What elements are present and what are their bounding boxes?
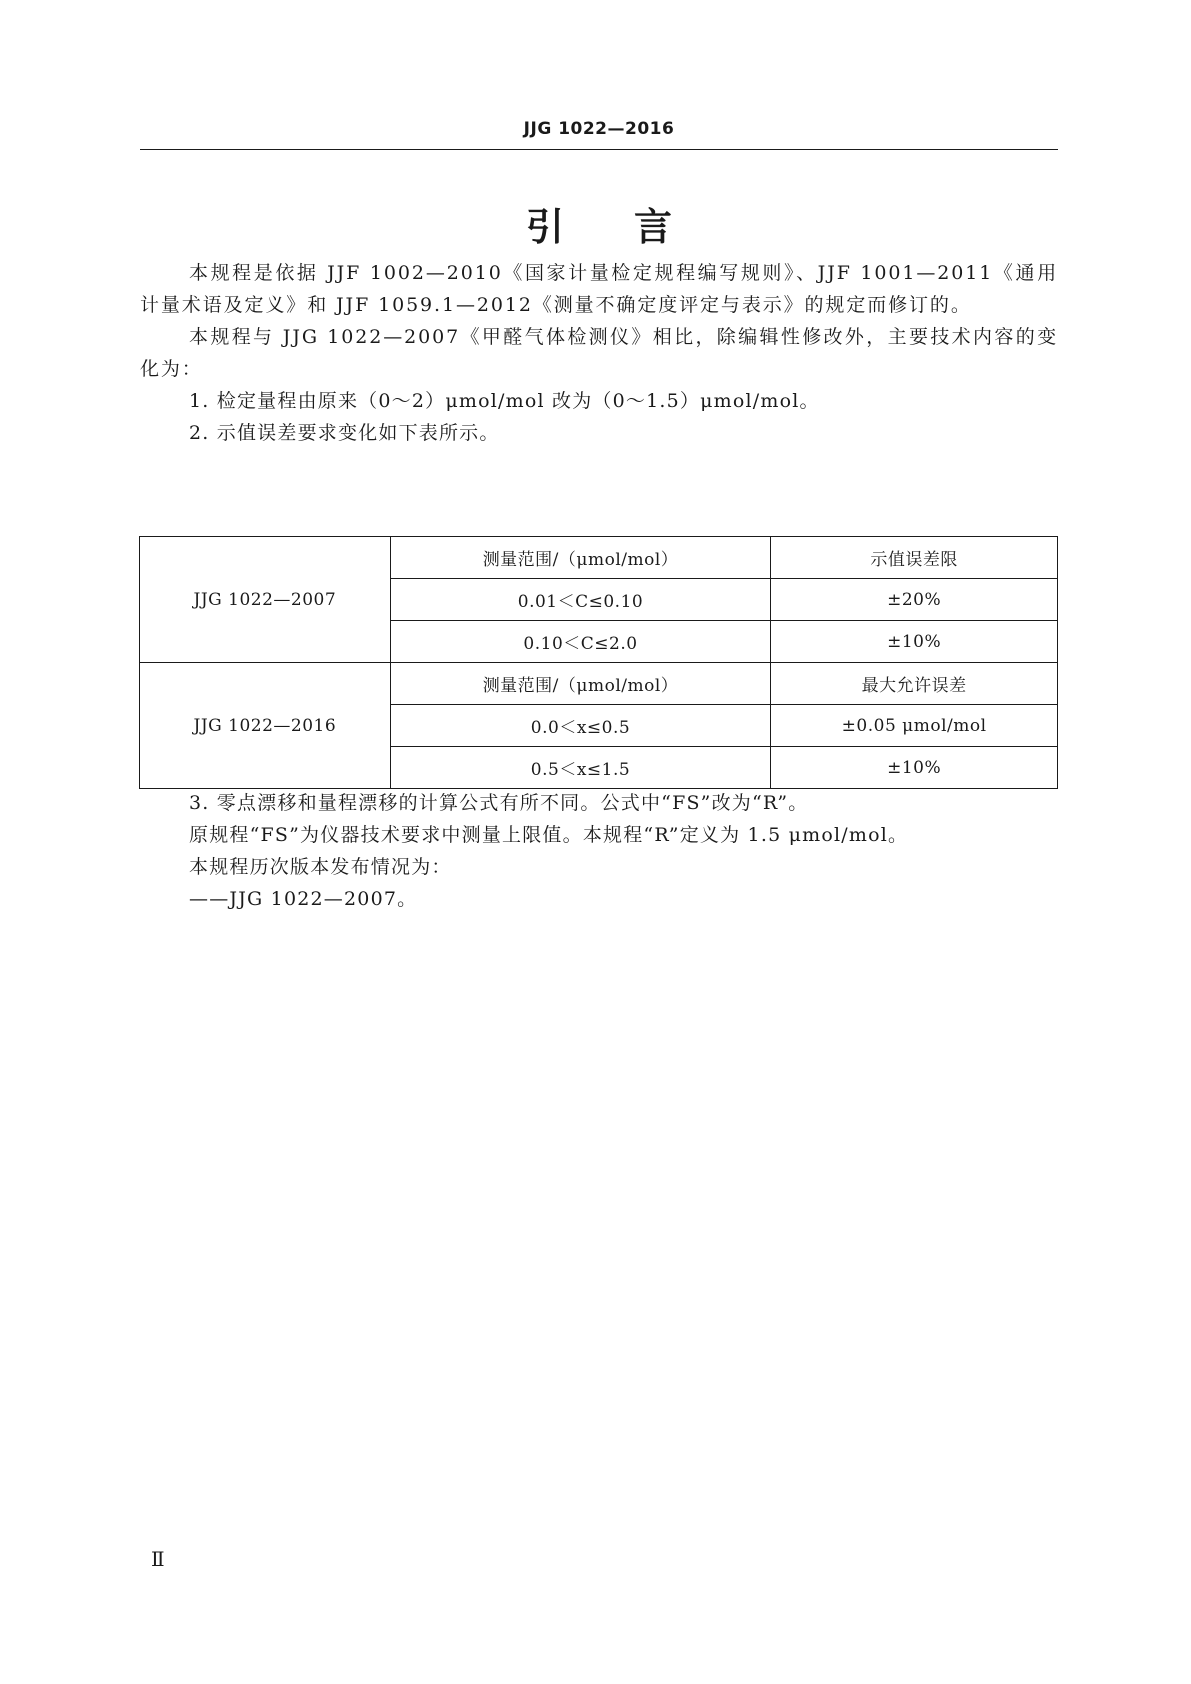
header-divider [140, 149, 1058, 150]
range-cell: 0.10＜C≤2.0 [390, 621, 770, 663]
table-row [140, 663, 1058, 705]
history-item: ——JJG 1022—2007。 [189, 888, 418, 910]
change-item-3: 3. 零点漂移和量程漂移的计算公式有所不同。公式中“FS”改为“R”。 [189, 792, 809, 814]
limit-cell: ±0.05 μmol/mol [771, 705, 1058, 747]
range-cell: 0.01＜C≤0.10 [390, 579, 770, 621]
range-cell: 0.5＜x≤1.5 [390, 747, 770, 789]
limit-header-cell: 示值误差限 [771, 537, 1058, 579]
range-header-cell: 测量范围/（μmol/mol） [390, 663, 770, 705]
closing-block [140, 787, 1058, 915]
change-item-3-detail: 原规程“FS”为仪器技术要求中测量上限值。本规程“R”定义为 1.5 μmol/mol。 [189, 824, 909, 846]
table-row [140, 537, 1058, 579]
limit-header-cell: 最大允许误差 [771, 663, 1058, 705]
change-item-1: 1. 检定量程由原来（0～2）μmol/mol 改为（0～1.5）μmol/mol。 [189, 390, 820, 412]
change-item-2: 2. 示值误差要求变化如下表所示。 [189, 422, 500, 444]
paragraph-compare: 本规程与 JJG 1022—2007《甲醛气体检测仪》相比，除编辑性修改外，主要技术内容的变化为： [140, 326, 1058, 380]
paragraph-basis: 本规程是依据 JJF 1002—2010《国家计量检定规程编写规则》、JJF 1001—2011《通用计量术语及定义》和 JJF 1059.1—2012《测量不确定度评定与表示》的规定而修订的。 [140, 262, 1058, 316]
standard-cell: JJG 1022—2016 [140, 663, 391, 789]
intro-block [140, 257, 1058, 449]
range-header-cell: 测量范围/（μmol/mol） [390, 537, 770, 579]
limit-cell: ±10% [771, 747, 1058, 789]
range-cell: 0.0＜x≤0.5 [390, 705, 770, 747]
error-limit-table [139, 536, 1058, 789]
history-intro: 本规程历次版本发布情况为： [189, 856, 452, 878]
running-header: JJG 1022—2016 [523, 119, 675, 139]
limit-cell: ±10% [771, 621, 1058, 663]
limit-cell: ±20% [771, 579, 1058, 621]
page-number: Ⅱ [151, 1547, 164, 1571]
page-title: 引言 [525, 205, 742, 249]
standard-cell: JJG 1022—2007 [140, 537, 391, 663]
